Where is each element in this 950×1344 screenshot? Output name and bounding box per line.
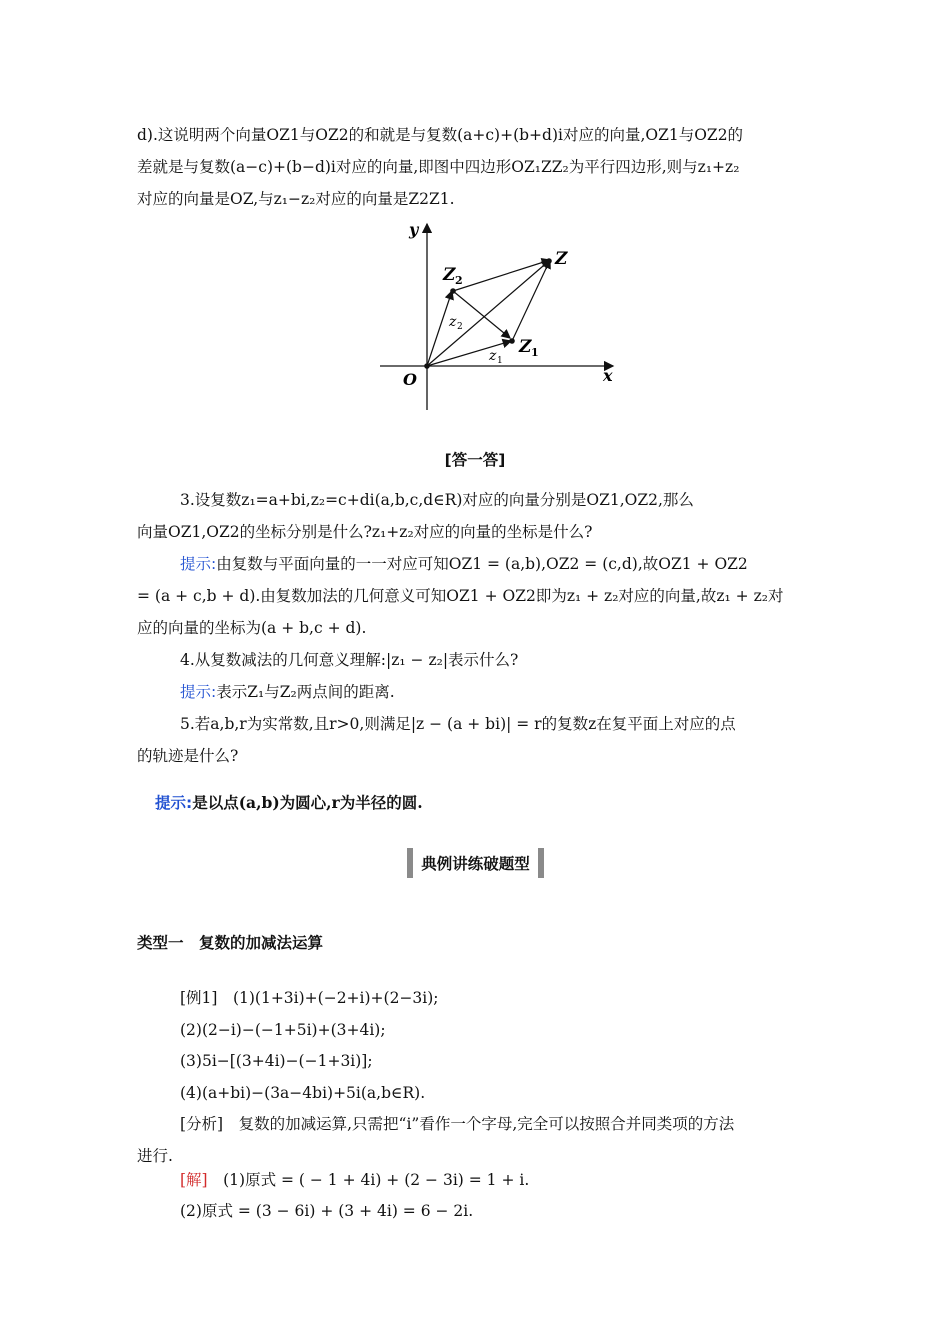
solution-label: [解] <box>180 1171 208 1189</box>
q3-line-2: 向量OZ1,OZ2的坐标分别是什么?z₁+z₂对应的向量的坐标是什么? <box>137 523 593 541</box>
label-vec-z1: z <box>489 348 497 364</box>
hint-label: 提示: <box>180 683 217 701</box>
label-z2-sub: 2 <box>455 274 463 287</box>
segment-z2-z <box>453 260 550 291</box>
q5-answer-text: 是以点(a,b)为圆心,r为半径的圆. <box>192 793 423 812</box>
label-x-axis: x <box>603 366 613 385</box>
q4-answer-text: 表示Z₁与Z₂两点间的距离. <box>216 683 395 701</box>
q5-answer-line <box>155 792 835 814</box>
analysis-line-1: [分析] 复数的加减运算,只需把“i”看作一个字母,完全可以按照合并同类项的方法 <box>180 1115 735 1133</box>
point-z <box>546 258 552 264</box>
label-vec-z2: z <box>449 314 457 330</box>
intro-line-3: 对应的向量是OZ,与z₁−z₂对应的向量是Z2Z1. <box>137 190 455 208</box>
label-z1-sub: 1 <box>531 346 539 359</box>
example-line-1: [例1] (1)(1+3i)+(−2+i)+(2−3i); <box>180 989 439 1007</box>
q5-line-1: 5.若a,b,r为实常数,且r>0,则满足|z − (a + bi)| = r的复数z在复平面上对应的点 <box>180 715 736 733</box>
segment-z1-z <box>512 260 550 341</box>
hint-label: 提示: <box>180 555 217 573</box>
qa-title: [答一答] <box>444 451 506 469</box>
banner-title: 典例讲练破题型 <box>421 855 530 873</box>
label-z2: Z <box>443 265 456 285</box>
solution-line-1 <box>180 1169 817 1191</box>
q3-answer-line-2: = (a + c,b + d).由复数加法的几何意义可知OZ1 + OZ2即为z₁ + z₂对应的向量,故z₁ + z₂对 <box>137 587 784 605</box>
q4-answer-line <box>180 681 817 703</box>
label-y-axis: y <box>409 220 419 239</box>
type1-title: 类型一 复数的加减法运算 <box>137 934 324 952</box>
point-z2 <box>450 288 456 294</box>
label-z1: Z <box>519 337 532 357</box>
solution-text-1: (1)原式 = ( − 1 + 4i) + (2 − 3i) = 1 + i. <box>207 1171 530 1189</box>
example-line-3: (3)5i−[(3+4i)−(−1+3i)]; <box>180 1052 373 1070</box>
banner-right-bar <box>538 848 544 878</box>
solution-line-2: (2)原式 = (3 − 6i) + (3 + 4i) = 6 − 2i. <box>180 1202 474 1220</box>
intro-line-2: 差就是与复数(a−c)+(b−d)i对应的向量,即图中四边形OZ₁ZZ₂为平行四边形,则与z₁+z₂ <box>137 158 740 176</box>
hint-label: 提示: <box>155 794 193 812</box>
q4-line-1: 4.从复数减法的几何意义理解:|z₁ − z₂|表示什么? <box>180 651 519 669</box>
vector-parallelogram-figure <box>375 218 625 418</box>
point-o <box>424 363 430 369</box>
label-vec-z1-sub: 1 <box>497 356 503 366</box>
label-vec-z2-sub: 2 <box>457 322 463 332</box>
q5-line-2: 的轨迹是什么? <box>137 747 239 765</box>
example-line-4: (4)(a+bi)−(3a−4bi)+5i(a,b∈R). <box>180 1084 426 1102</box>
q3-answer-line-3: 应的向量的坐标为(a + b,c + d). <box>137 619 367 637</box>
label-origin: O <box>403 370 417 389</box>
section-banner <box>403 848 548 878</box>
point-z1 <box>509 338 515 344</box>
intro-line-1: d).这说明两个向量OZ1与OZ2的和就是与复数(a+c)+(b+d)i对应的向量,OZ1与OZ2的 <box>137 126 744 144</box>
q3-answer-line-1 <box>180 553 817 575</box>
q3-answer-text: 由复数与平面向量的一一对应可知OZ1 = (a,b),OZ2 = (c,d),故OZ1 + OZ2 <box>216 555 748 573</box>
q3-line-1: 3.设复数z₁=a+bi,z₂=c+di(a,b,c,d∈R)对应的向量分别是OZ1,OZ2,那么 <box>180 491 694 509</box>
analysis-line-2: 进行. <box>137 1147 173 1165</box>
example-line-2: (2)(2−i)−(−1+5i)+(3+4i); <box>180 1021 386 1039</box>
label-z: Z <box>555 249 568 269</box>
